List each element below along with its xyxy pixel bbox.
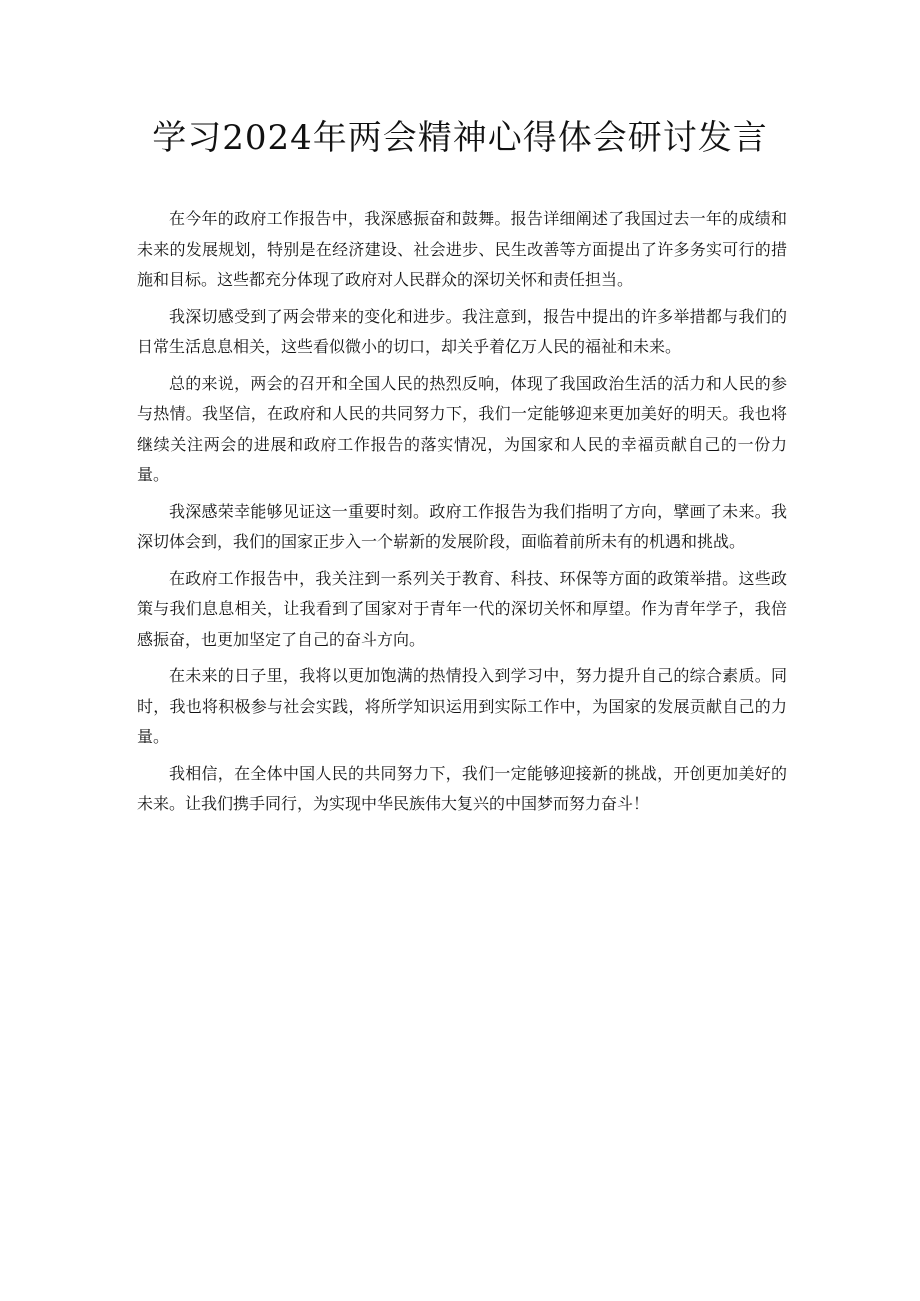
document-body xyxy=(137,204,787,826)
document-title: 学习2024年两会精神心得体会研讨发言 xyxy=(152,118,768,158)
paragraph-1: 在今年的政府工作报告中，我深感振奋和鼓舞。报告详细阐述了我国过去一年的成绩和未来的发展规划，特别是在经济建设、社会进步、民生改善等方面提出了许多务实可行的措施和目标。这些都充分体现了政府对人民群众的深切关怀和责任担当。 xyxy=(137,209,787,289)
paragraph-7: 我相信，在全体中国人民的共同努力下，我们一定能够迎接新的挑战，开创更加美好的未来。让我们携手同行，为实现中华民族伟大复兴的中国梦而努力奋斗！ xyxy=(137,763,787,813)
paragraph-2: 我深切感受到了两会带来的变化和进步。我注意到，报告中提出的许多举措都与我们的日常生活息息相关，这些看似微小的切口，却关乎着亿万人民的福祉和未来。 xyxy=(137,306,787,356)
paragraph-3: 总的来说，两会的召开和全国人民的热烈反响，体现了我国政治生活的活力和人民的参与热情。我坚信，在政府和人民的共同努力下，我们一定能够迎来更加美好的明天。我也将继续关注两会的进展和政府工作报告的落实情况，为国家和人民的幸福贡献自己的一份力量。 xyxy=(137,373,787,484)
paragraph-5: 在政府工作报告中，我关注到一系列关于教育、科技、环保等方面的政策举措。这些政策与我们息息相关，让我看到了国家对于青年一代的深切关怀和厚望。作为青年学子，我倍感振奋，也更加坚定了自己的奋斗方向。 xyxy=(137,568,787,649)
paragraph-4: 我深感荣幸能够见证这一重要时刻。政府工作报告为我们指明了方向，擘画了未来。我深切体会到，我们的国家正步入一个崭新的发展阶段，面临着前所未有的机遇和挑战。 xyxy=(137,501,787,551)
paragraph-6: 在未来的日子里，我将以更加饱满的热情投入到学习中，努力提升自己的综合素质。同时，我也将积极参与社会实践，将所学知识运用到实际工作中，为国家的发展贡献自己的力量。 xyxy=(137,666,787,746)
